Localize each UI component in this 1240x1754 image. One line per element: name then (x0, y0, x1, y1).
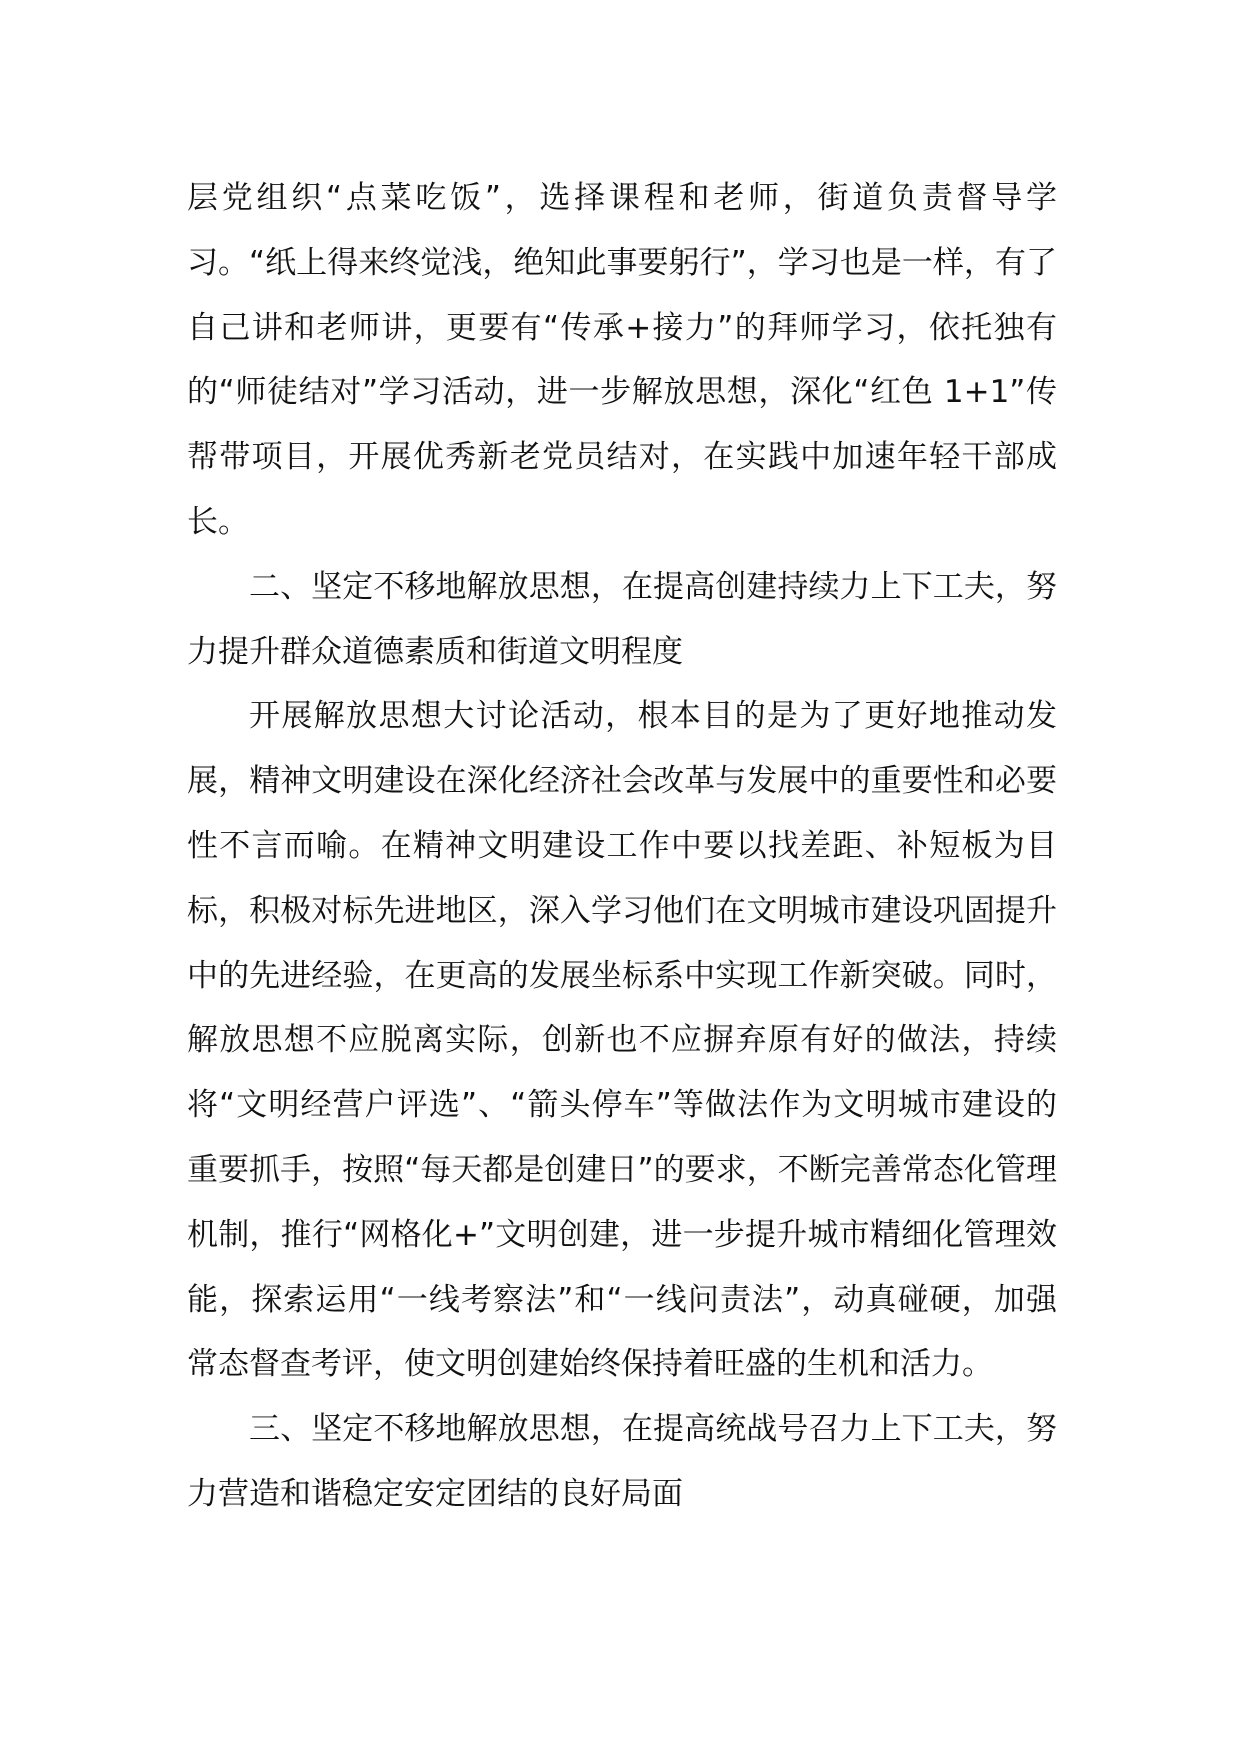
section-heading-3: 三、坚定不移地解放思想，在提高统战号召力上下工夫，努力营造和谐稳定安定团结的良好局面 (187, 1411, 1057, 1512)
document-body (187, 166, 1057, 1527)
paragraph-continuation: 层党组织“点菜吃饭”，选择课程和老师，街道负责督导学习。“纸上得来终觉浅，绝知此事要躬行”，学习也是一样，有了自己讲和老师讲，更要有“传承+接力”的拜师学习，依托独有的“师徒结对”学习活动，进一步解放思想，深化“红色 1+1”传帮带项目，开展优秀新老党员结对，在实践中加速年轻干部成长。 (187, 180, 1057, 540)
section-heading-2: 二、坚定不移地解放思想，在提高创建持续力上下工夫，努力提升群众道德素质和街道文明程度 (187, 568, 1057, 670)
paragraph-body: 开展解放思想大讨论活动，根本目的是为了更好地推动发展，精神文明建设在深化经济社会改革与发展中的重要性和必要性不言而喻。在精神文明建设工作中要以找差距、补短板为目标，积极对标先进地区，深入学习他们在文明城市建设巩固提升中的先进经验，在更高的发展坐标系中实现工作新突破。同时，解放思想不应脱离实际，创新也不应摒弃原有好的做法，持续将“文明经营户评选”、“箭头停车”等做法作为文明城市建设的重要抓手，按照“每天都是创建日”的要求，不断完善常态化管理机制，推行“网格化+”文明创建，进一步提升城市精细化管理效能，探索运用“一线考察法”和“一线问责法”，动真碰硬，加强常态督查考评，使文明创建始终保持着旺盛的生机和活力。 (187, 698, 1057, 1383)
